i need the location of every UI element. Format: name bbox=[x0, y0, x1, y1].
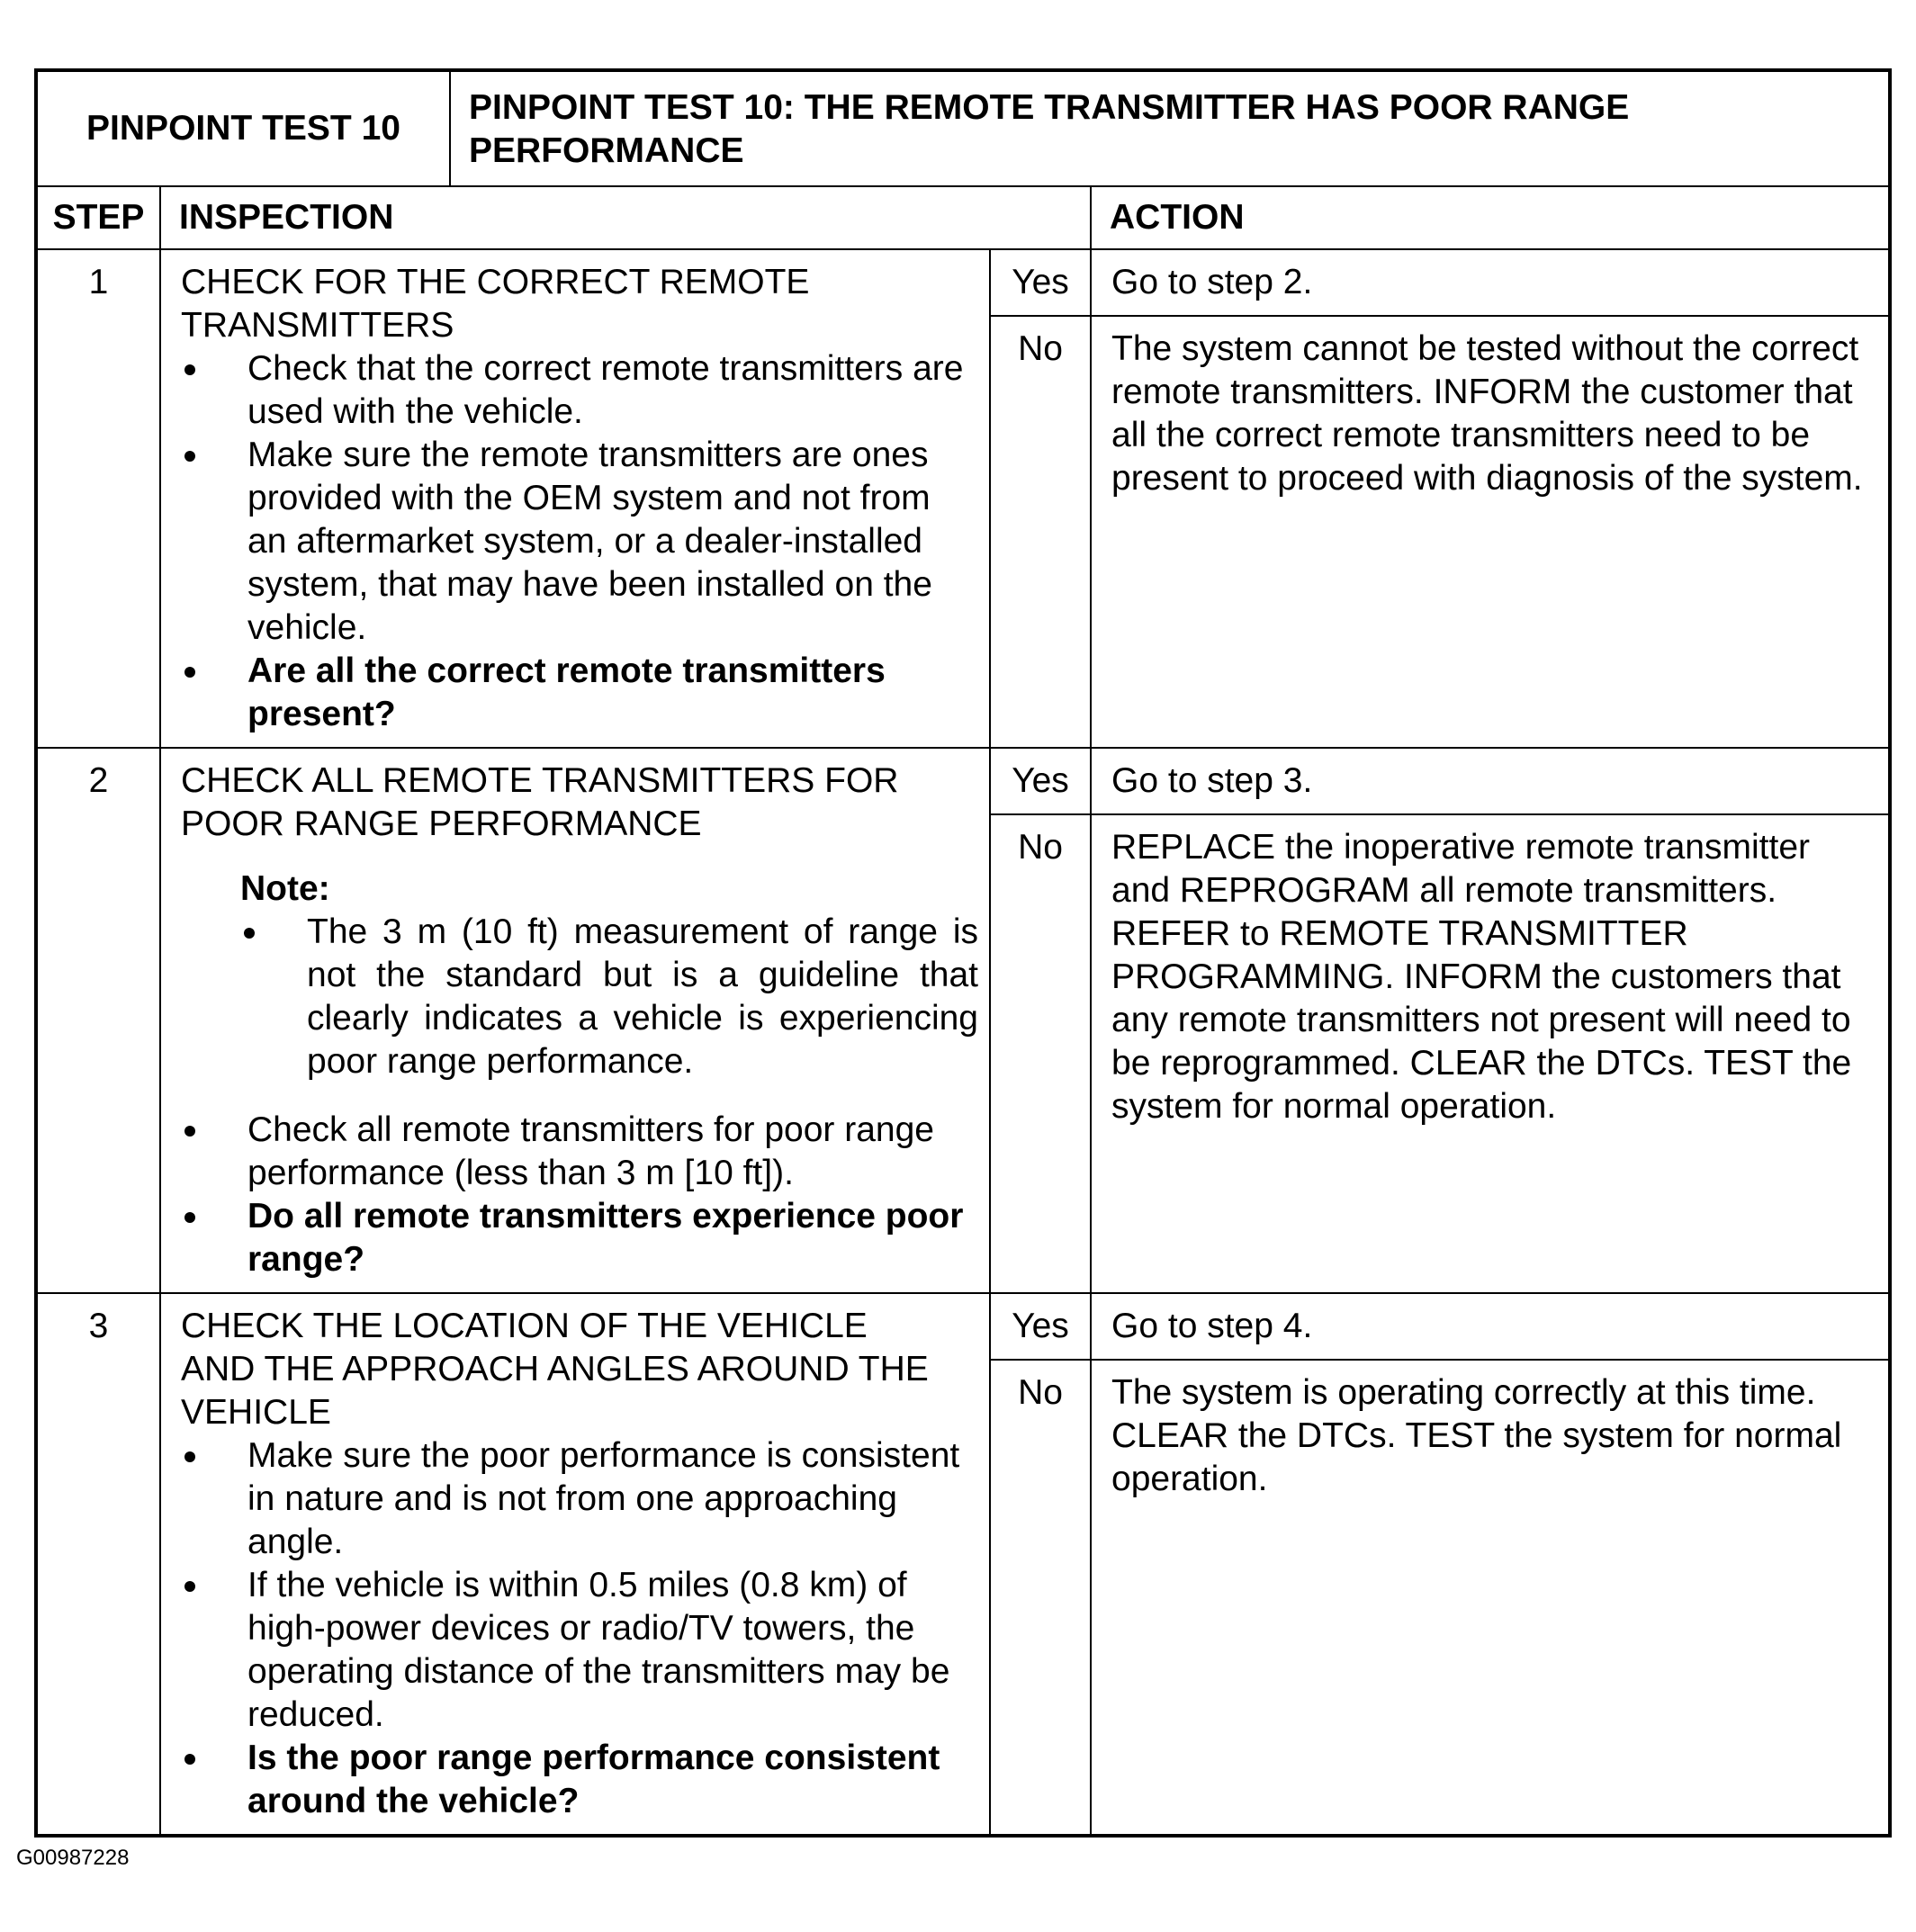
step-2-title-line-1: CHECK ALL REMOTE TRANSMITTERS FOR bbox=[181, 761, 899, 800]
column-header-action: ACTION bbox=[1091, 186, 1890, 249]
figure-code: G00987228 bbox=[16, 1846, 130, 1870]
step-3-yes-row bbox=[36, 1293, 1890, 1360]
step-3-question-text: Is the poor range performance consistent around the vehicle? bbox=[247, 1739, 940, 1820]
step-2-inspection bbox=[160, 748, 990, 1293]
step-1-yes-row bbox=[36, 249, 1890, 316]
step-2-question-text: Do all remote transmitters experience poor range? bbox=[247, 1197, 964, 1279]
step-2-note-list bbox=[240, 911, 978, 1083]
step-2-note-label: Note: bbox=[240, 869, 330, 908]
step-2-bullet-list bbox=[181, 1109, 978, 1281]
step-2-no-label: No bbox=[990, 814, 1091, 1293]
step-1-bullet-2-text: Make sure the remote transmitters are ones provided with the OEM system and not from an aftermarket system, or a dealer-installed system, that may have been installed on the vehicle. bbox=[247, 436, 932, 647]
step-2-no-action: REPLACE the inoperative remote transmitter and REPROGRAM all remote transmitters. REFER to REMOTE TRANSMITTER PROGRAMMING. INFORM the customers that any remote transmitters not present will need to be reprogrammed. CLEAR the DTCs. TEST the system for normal operation. bbox=[1091, 814, 1890, 1293]
step-3-no-label: No bbox=[990, 1360, 1091, 1836]
step-2-yes-action: Go to step 3. bbox=[1091, 748, 1890, 814]
step-2-note-text: The 3 m (10 ft) measurement of range is not the standard but is a guideline that clearly indicates a vehicle is experiencing poor range performance. bbox=[307, 912, 978, 1081]
test-id-label: PINPOINT TEST 10 bbox=[86, 109, 400, 148]
step-3-number: 3 bbox=[36, 1293, 160, 1836]
test-id-cell bbox=[36, 70, 450, 186]
pinpoint-test-table bbox=[34, 68, 1892, 1838]
step-1-bullet-1-text: Check that the correct remote transmitters are used with the vehicle. bbox=[247, 349, 964, 431]
step-2-bullet-1-text: Check all remote transmitters for poor range performance (less than 3 m [10 ft]). bbox=[247, 1110, 934, 1192]
step-1-no-label: No bbox=[990, 316, 1091, 748]
step-1-no-action: The system cannot be tested without the correct remote transmitters. INFORM the customer that all the correct remote transmitters need to be present to proceed with diagnosis of the system. bbox=[1091, 316, 1890, 748]
step-3-title-line-3: VEHICLE bbox=[181, 1393, 331, 1432]
step-3-no-action: The system is operating correctly at this time. CLEAR the DTCs. TEST the system for normal operation. bbox=[1091, 1360, 1890, 1836]
column-header-step: STEP bbox=[36, 186, 160, 249]
step-3-title-line-2: AND THE APPROACH ANGLES AROUND THE bbox=[181, 1350, 929, 1388]
step-1-inspection bbox=[160, 249, 990, 748]
step-2-bullet-1 bbox=[181, 1109, 978, 1195]
step-1-question bbox=[181, 650, 978, 736]
step-3-title-line-1: CHECK THE LOCATION OF THE VEHICLE bbox=[181, 1307, 868, 1345]
step-2-question bbox=[181, 1195, 978, 1281]
step-3-bullet-1 bbox=[181, 1434, 978, 1564]
step-1-bullet-2 bbox=[181, 434, 978, 650]
step-3-yes-action: Go to step 4. bbox=[1091, 1293, 1890, 1360]
step-1-title-line-2: TRANSMITTERS bbox=[181, 306, 454, 345]
step-2-yes-row bbox=[36, 748, 1890, 814]
step-1-title-line-1: CHECK FOR THE CORRECT REMOTE bbox=[181, 263, 810, 301]
step-2-note-bullet bbox=[240, 911, 978, 1083]
column-header-inspection: INSPECTION bbox=[160, 186, 1091, 249]
step-1-yes-action: Go to step 2. bbox=[1091, 249, 1890, 316]
step-2-note bbox=[240, 867, 978, 1083]
step-1-question-text: Are all the correct remote transmitters present? bbox=[247, 651, 886, 733]
step-1-bullet-list bbox=[181, 347, 978, 736]
step-1-yes-label: Yes bbox=[990, 249, 1091, 316]
step-2-yes-label: Yes bbox=[990, 748, 1091, 814]
step-3-question bbox=[181, 1737, 978, 1823]
step-1-bullet-1 bbox=[181, 347, 978, 434]
step-3-bullet-2-text: If the vehicle is within 0.5 miles (0.8 km) of high-power devices or radio/TV towers, the operating distance of the transmitters may be reduced. bbox=[247, 1566, 950, 1734]
step-3-bullet-list bbox=[181, 1434, 978, 1823]
step-1-number: 1 bbox=[36, 249, 160, 748]
step-3-inspection bbox=[160, 1293, 990, 1836]
column-header-row bbox=[36, 186, 1890, 249]
table-title-row bbox=[36, 70, 1890, 186]
test-title-line-1: PINPOINT TEST 10: THE REMOTE TRANSMITTER HAS POOR RANGE bbox=[469, 88, 1630, 127]
step-2-title-line-2: POOR RANGE PERFORMANCE bbox=[181, 804, 702, 843]
step-3-yes-label: Yes bbox=[990, 1293, 1091, 1360]
step-2-number: 2 bbox=[36, 748, 160, 1293]
step-3-bullet-1-text: Make sure the poor performance is consistent in nature and is not from one approaching angle. bbox=[247, 1436, 960, 1561]
step-3-bullet-2 bbox=[181, 1564, 978, 1737]
test-title-line-2: PERFORMANCE bbox=[469, 131, 744, 170]
test-title-cell bbox=[450, 70, 1890, 186]
